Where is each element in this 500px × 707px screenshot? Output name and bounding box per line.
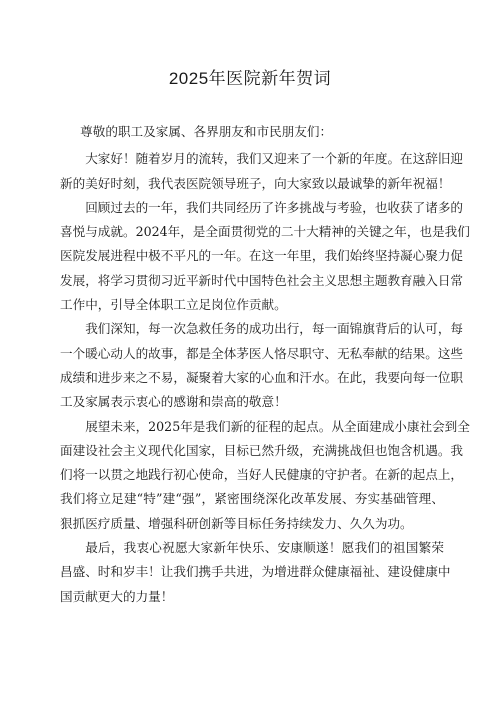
- paragraph-line: 大家好！随着岁月的流转，我们又迎来了一个新的年度。在这辞旧迎: [85, 151, 463, 167]
- paragraph-line: 狠抓医疗质量、增强科研创新等目标任务持续发力、久久为功。: [60, 515, 413, 531]
- paragraph-line: 医院发展进程中极不平凡的一年。在这一年里，我们始终坚持凝心聚力促: [60, 248, 463, 264]
- document-title: 2025年医院新年贺词: [168, 69, 332, 88]
- paragraph-line: 我们将立足建“特”建“强”，紧密围绕深化改革发展、夯实基础管理、: [60, 491, 444, 507]
- paragraph-line: 回顾过去的一年，我们共同经历了许多挑战与考验，也收获了诸多的: [85, 199, 463, 215]
- paragraph-review: [60, 196, 470, 317]
- paragraph-line: 工作中，引导全体职工立足岗位作贡献。: [60, 297, 287, 313]
- paragraph-line: 们将一以贯之地践行初心使命，当好人民健康的守护者。在新的起点上，: [60, 467, 463, 483]
- paragraph-closing: [60, 536, 451, 609]
- paragraph-line: 最后，我衷心祝愿大家新年快乐、安康顺遂！愿我们的祖国繁荣: [85, 540, 444, 556]
- paragraph-line: 面建设社会主义现代化国家，目标已然升级，充满挑战但也饱含机遇。我: [60, 442, 463, 458]
- paragraph-outlook: [60, 415, 470, 536]
- paragraph-line: 国贡献更大的力量！: [60, 588, 174, 604]
- paragraph-line: 展望未来，2025年是我们新的征程的起点。从全面建成小康社会到全: [85, 418, 470, 434]
- paragraph-line: 昌盛、时和岁丰！让我们携手共进，为增进群众健康福祉、建设健康中: [60, 564, 451, 580]
- paragraph-line: 工及家属表示衷心的感谢和崇高的敬意！: [60, 394, 287, 410]
- paragraph-greeting-wishes: [60, 147, 463, 196]
- document-body: [60, 120, 470, 609]
- greeting-line: 尊敬的职工及家属、各界朋友和市民朋友们：: [80, 124, 333, 139]
- paragraph-line: 我们深知，每一次急救任务的成功出行，每一面锦旗背后的认可，每: [85, 321, 463, 337]
- paragraph-line: 一个暖心动人的故事，都是全体茅医人恪尽职守、无私奉献的结果。这些: [60, 345, 463, 361]
- paragraph-line: 新的美好时刻，我代表医院领导班子，向大家致以最诚挚的新年祝福！: [60, 175, 451, 191]
- paragraph-line: 喜悦与成就。2024年，是全面贯彻党的二十大精神的关键之年，也是我们: [60, 224, 470, 240]
- paragraph-line: 发展，将学习贯彻习近平新时代中国特色社会主义思想主题教育融入日常: [60, 272, 463, 288]
- paragraph-thanks: [60, 317, 463, 414]
- paragraph-line: 成绩和进步来之不易，凝聚着大家的心血和汗水。在此，我要向每一位职: [60, 369, 463, 385]
